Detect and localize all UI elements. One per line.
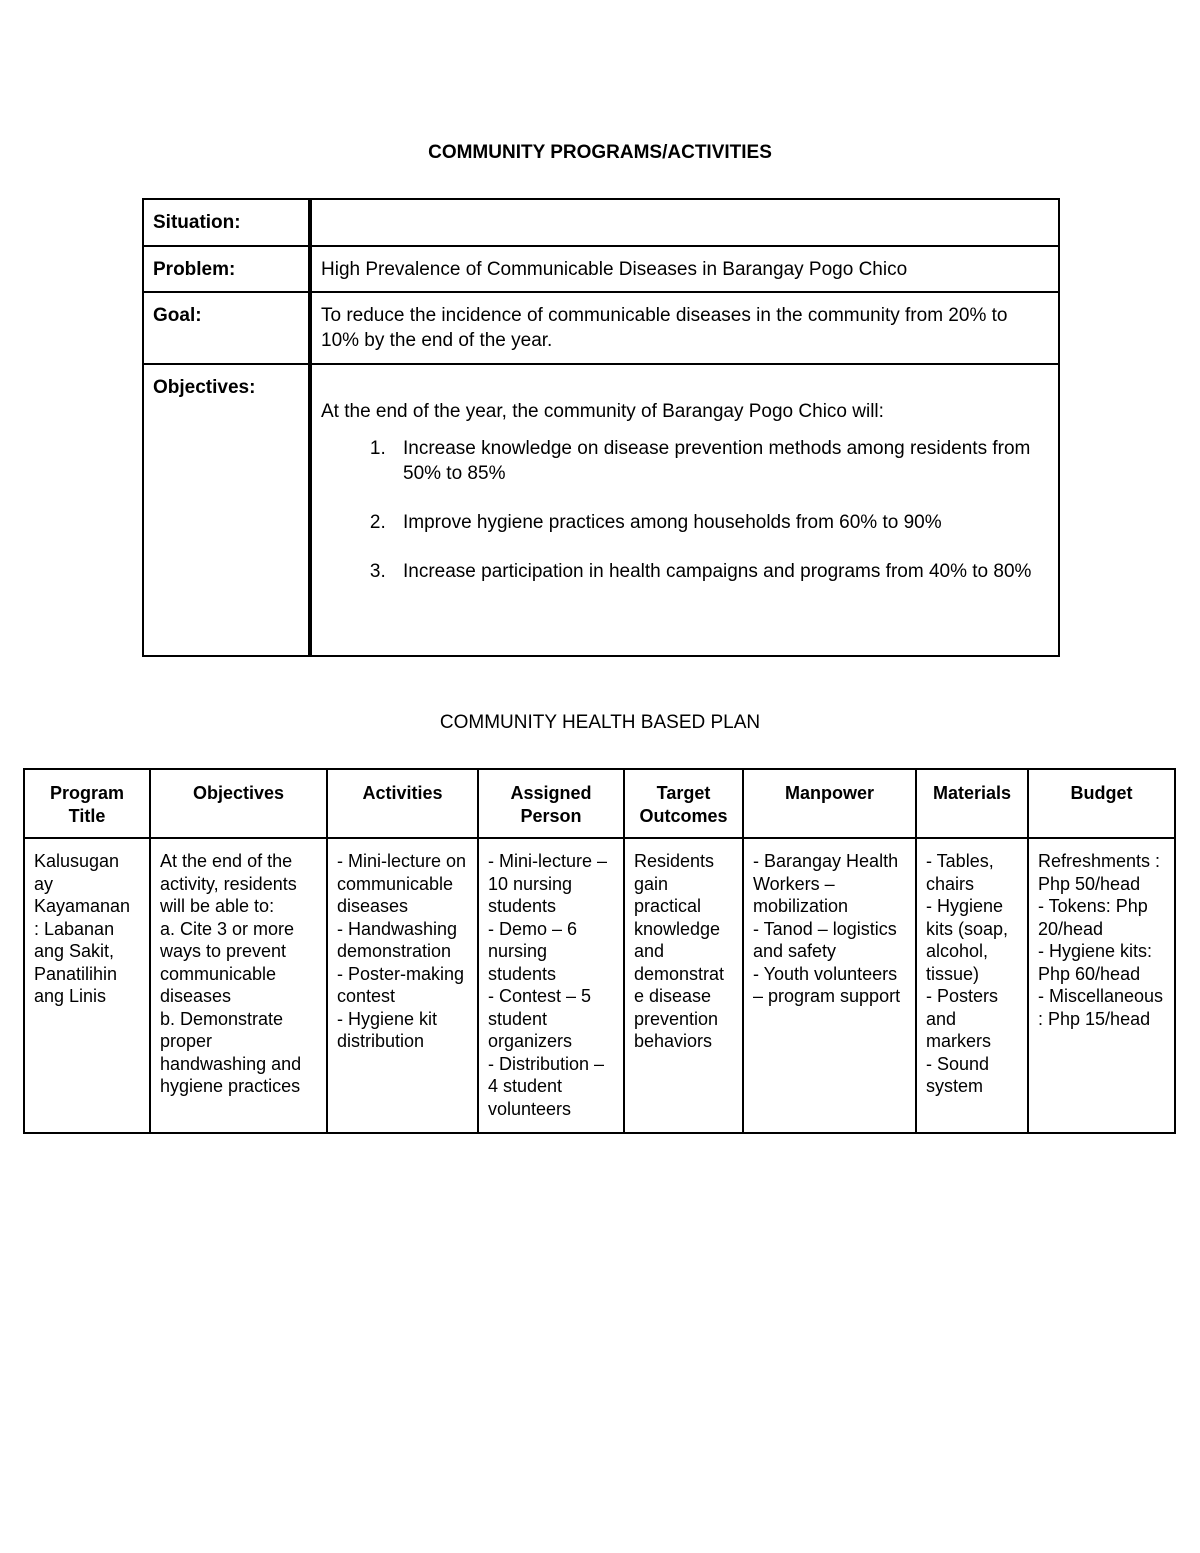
objectives-row	[143, 364, 1059, 656]
situation-row	[143, 199, 1059, 246]
objectives-value	[310, 364, 1059, 656]
materials-line: - Posters and markers	[926, 986, 999, 1051]
cell-assigned-person	[478, 838, 624, 1133]
activity-line: - Poster-making contest	[337, 963, 465, 1006]
assigned-line: - Demo – 6 nursing students	[488, 918, 578, 984]
goal-label: Goal:	[143, 292, 310, 364]
header-target-outcomes: Target Outcomes	[624, 769, 743, 838]
budget-line: Refreshments : Php 50/head	[1038, 851, 1161, 894]
assigned-line: - Distribution – 4 student volunteers	[488, 1053, 605, 1119]
header-objectives: Objectives	[150, 769, 327, 838]
objectives-list	[321, 436, 1049, 584]
header-manpower: Manpower	[743, 769, 916, 838]
objective-item: 3. Increase participation in health campaigns and programs from 40% to 80%	[391, 559, 1049, 584]
plan-data-row	[24, 838, 1175, 1133]
program-info-table	[142, 198, 1060, 657]
activity-line: - Handwashing demonstration	[337, 918, 458, 961]
header-budget: Budget	[1028, 769, 1175, 838]
objective-item: 2. Improve hygiene practices among households from 60% to 90%	[391, 510, 1049, 535]
situation-value	[310, 199, 1059, 246]
objectives-line: At the end of the activity, residents will be able to:	[160, 851, 297, 916]
cell-manpower	[743, 838, 916, 1133]
cell-target-outcomes: Residents gain practical knowledge and demonstrate disease prevention behaviors	[624, 838, 743, 1133]
plan-title: COMMUNITY HEALTH BASED PLAN	[439, 712, 761, 733]
objective-item: 1. Increase knowledge on disease prevention methods among residents from 50% to 85%	[391, 436, 1049, 486]
materials-line: - Tables, chairs	[926, 851, 994, 894]
objectives-intro: At the end of the year, the community of Barangay Pogo Chico will:	[321, 401, 884, 422]
activity-line: - Mini-lecture on communicable diseases	[337, 851, 467, 916]
activity-line: - Hygiene kit distribution	[337, 1008, 438, 1051]
situation-label: Situation:	[143, 199, 310, 246]
assigned-line: - Contest – 5 student organizers	[488, 986, 592, 1051]
materials-line: - Sound system	[926, 1053, 990, 1096]
objectives-line: a. Cite 3 or more ways to prevent communicable diseases	[160, 918, 295, 1006]
budget-line: - Hygiene kits: Php 60/head	[1038, 941, 1153, 984]
header-program-title: Program Title	[24, 769, 150, 838]
cell-budget	[1028, 838, 1175, 1133]
objectives-line: b. Demonstrate proper handwashing and hygiene practices	[160, 1008, 302, 1096]
assigned-line: - Mini-lecture – 10 nursing students	[488, 851, 608, 916]
cell-activities	[327, 838, 478, 1133]
budget-line: - Tokens: Php 20/head	[1038, 896, 1148, 939]
manpower-line: - Barangay Health Workers – mobilization	[753, 851, 899, 916]
manpower-line: - Youth volunteers – program support	[753, 963, 901, 1006]
header-assigned-person: Assigned Person	[478, 769, 624, 838]
problem-value: High Prevalence of Communicable Diseases in Barangay Pogo Chico	[310, 246, 1059, 292]
plan-header-row	[24, 769, 1175, 838]
problem-row	[143, 246, 1059, 292]
health-plan-table	[23, 768, 1176, 1134]
header-activities: Activities	[327, 769, 478, 838]
page-title: COMMUNITY PROGRAMS/ACTIVITIES	[428, 142, 772, 163]
goal-row	[143, 292, 1059, 364]
objectives-label: Objectives:	[143, 364, 310, 656]
problem-label: Problem:	[143, 246, 310, 292]
manpower-line: - Tanod – logistics and safety	[753, 918, 897, 961]
goal-value: To reduce the incidence of communicable diseases in the community from 20% to 10% by the end of the year.	[310, 292, 1059, 364]
cell-materials	[916, 838, 1028, 1133]
materials-line: - Hygiene kits (soap, alcohol, tissue)	[926, 896, 1009, 984]
cell-program-title: Kalusugan ay Kayamanan : Labanan ang Sakit, Panatilihin ang Linis	[24, 838, 150, 1133]
header-materials: Materials	[916, 769, 1028, 838]
cell-objectives	[150, 838, 327, 1133]
budget-line: - Miscellaneous : Php 15/head	[1038, 986, 1164, 1029]
